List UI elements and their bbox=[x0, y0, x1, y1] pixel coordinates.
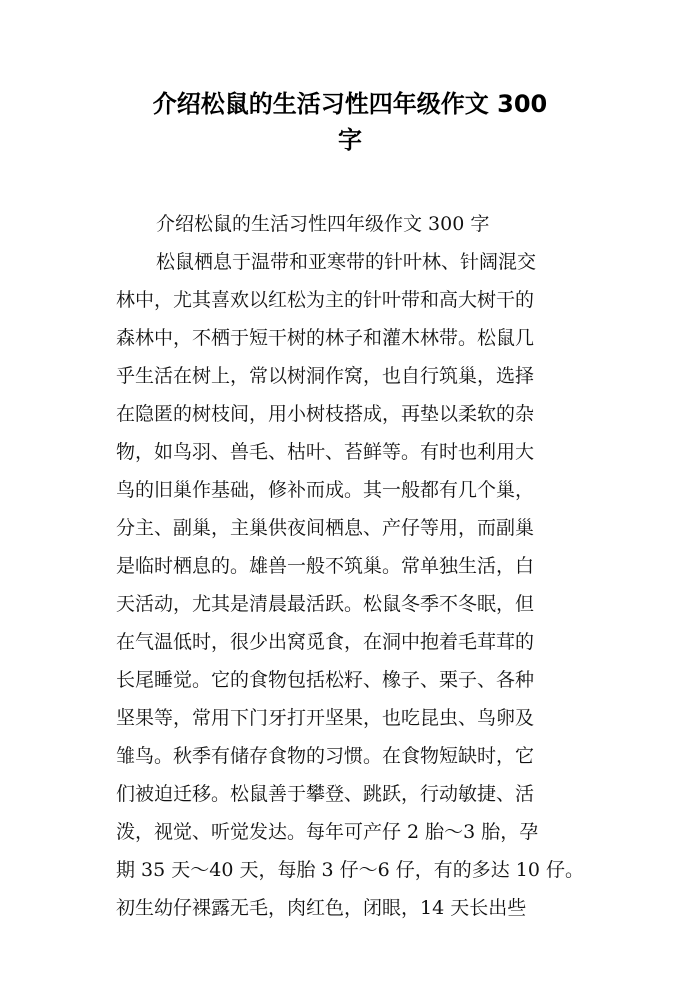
title-line-1: 介绍松鼠的生活习性四年级作文 300 bbox=[152, 90, 548, 118]
paragraph-line: 天活动，尤其是清晨最活跃。松鼠冬季不冬眠，但 bbox=[116, 593, 535, 615]
paragraph-line: 坚果等，常用下门牙打开坚果，也吃昆虫、鸟卵及 bbox=[116, 707, 535, 729]
paragraph-line: 鸟的旧巢作基础，修补而成。其一般都有几个巢， bbox=[116, 479, 535, 501]
paragraph-line: 在隐匿的树枝间，用小树枝搭成，再垫以柔软的杂 bbox=[116, 403, 535, 425]
paragraph-line: 松鼠栖息于温带和亚寒带的针叶林、针阔混交 bbox=[156, 251, 537, 273]
paragraph-line: 在气温低时，很少出窝觅食，在洞中抱着毛茸茸的 bbox=[116, 631, 535, 653]
document-title bbox=[0, 86, 700, 158]
paragraph-line: 物，如鸟羽、兽毛、枯叶、苔鲜等。有时也利用大 bbox=[116, 441, 535, 463]
paragraph-line: 们被迫迁移。松鼠善于攀登、跳跃，行动敏捷、活 bbox=[116, 783, 535, 805]
paragraph-line: 泼，视觉、听觉发达。每年可产仔 2 胎～3 胎，孕 bbox=[116, 821, 539, 843]
paragraph-line: 雏鸟。秋季有储存食物的习惯。在食物短缺时，它 bbox=[116, 745, 535, 767]
paragraph-line: 期 35 天～40 天，每胎 3 仔～6 仔，有的多达 10 仔。 bbox=[116, 859, 585, 881]
paragraph-line: 林中，尤其喜欢以红松为主的针叶带和高大树干的 bbox=[116, 289, 535, 311]
document-body bbox=[116, 205, 596, 927]
paragraph-line: 初生幼仔裸露无毛，肉红色，闭眼，14 天长出些 bbox=[116, 897, 527, 919]
paragraph-line: 森林中，不栖于短干树的林子和灌木林带。松鼠几 bbox=[116, 327, 535, 349]
document-subtitle: 介绍松鼠的生活习性四年级作文 300 字 bbox=[156, 213, 490, 235]
paragraph-line: 长尾睡觉。它的食物包括松籽、橡子、栗子、各种 bbox=[116, 669, 535, 691]
title-line-2: 字 bbox=[338, 126, 362, 154]
paragraph-line: 是临时栖息的。雄兽一般不筑巢。常单独生活，白 bbox=[116, 555, 535, 577]
paragraph-line: 分主、副巢，主巢供夜间栖息、产仔等用，而副巢 bbox=[116, 517, 535, 539]
paragraph-line: 乎生活在树上，常以树洞作窝，也自行筑巢，选择 bbox=[116, 365, 535, 387]
